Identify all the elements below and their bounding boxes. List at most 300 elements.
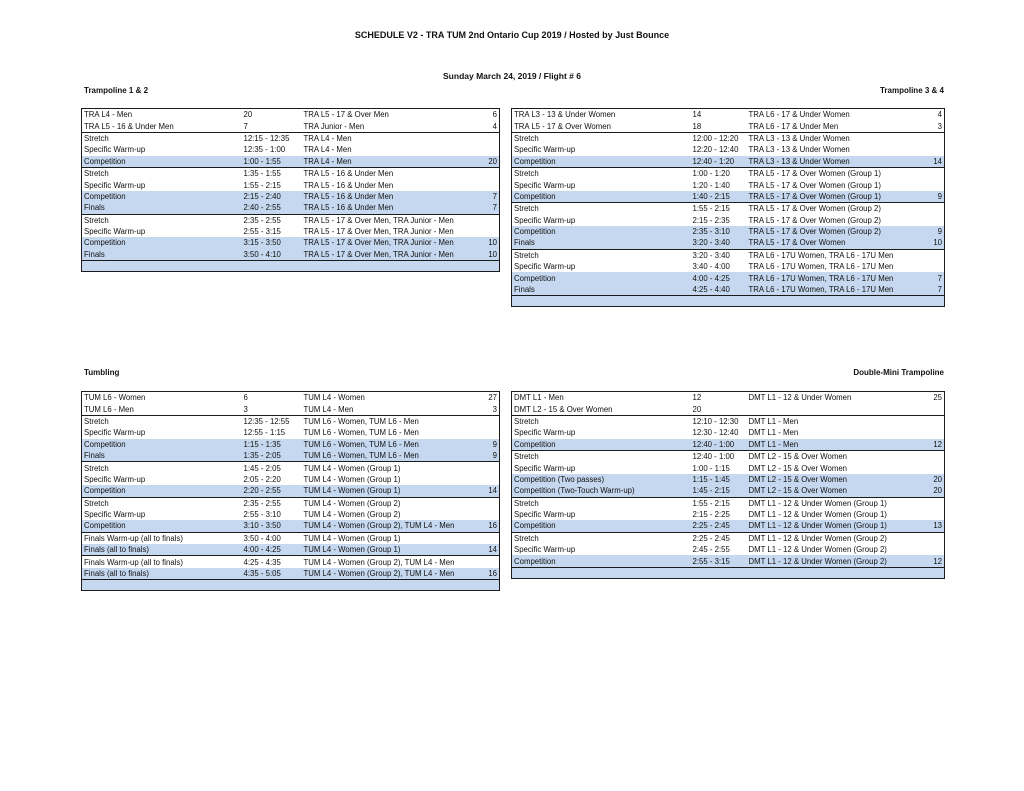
section-label-trampoline-3-4: Trampoline 3 & 4 [879,86,944,95]
session-cell: Competition [82,191,242,202]
footer-band-cell [512,296,945,307]
count-cell: 12 [921,555,945,567]
session-cell: Competition [82,156,242,168]
session-cell: Specific Warm-up [84,474,146,484]
schedule-row [82,202,500,214]
time-cell: 1:55 - 2:15 [691,203,747,215]
session-cell: Specific Warm-up [84,180,146,190]
event-cell: DMT L1 - 12 & Under Women (Group 2) [747,532,921,544]
event-cell: TUM L4 - Women (Group 2), TUM L4 - Men [302,520,474,532]
time-cell: 12:10 - 12:30 [691,415,747,427]
event-cell: DMT L1 - 12 & Under Women (Group 2) [747,555,921,567]
schedule-row [512,203,945,215]
schedule-row [82,191,500,202]
time-cell: 12:55 - 1:15 [243,428,286,438]
session-cell: Finals (all to finals) [82,544,242,556]
schedule-row [512,427,945,438]
session-cell: Competition [512,520,691,532]
session-cell: Stretch [82,132,242,144]
schedule-row [82,249,500,261]
schedule-row [512,156,945,168]
count-cell: 7 [474,191,500,202]
event-cell: TRA L6 - 17U Women, TRA L6 - 17U Men [747,249,921,261]
session-cell: Specific Warm-up [514,428,576,438]
count-cell: 3 [492,404,497,414]
footer-band-cell [82,580,500,591]
count-cell: 20 [474,156,500,168]
count-cell [921,462,945,473]
session-cell: Stretch [512,132,691,144]
event-cell: TRA L6 - 17 & Under Men [748,121,839,131]
time-cell: 12:35 - 12:55 [242,415,302,427]
event-cell: DMT L1 - 12 & Under Women [748,393,852,403]
count-cell [921,544,945,555]
time-cell: 4:25 - 4:35 [242,556,302,568]
count-cell [474,144,500,155]
event-cell: TUM L4 - Women (Group 2), TUM L4 - Men [302,568,474,580]
event-cell: TRA L5 - 17 & Over Women (Group 1) [747,167,921,179]
session-cell: Competition (Two passes) [512,474,691,485]
event-cell: TRA L4 - Men [302,156,474,168]
event-cell: TUM L6 - Women, TUM L6 - Men [302,450,474,462]
count-cell: 7 [921,284,945,296]
count-cell: 12 [921,439,945,451]
session-cell: Stretch [82,497,242,509]
event-cell: TUM L4 - Men [303,404,354,414]
event-cell: TUM L4 - Women (Group 2), TUM L4 - Men [302,556,474,568]
table-footer-band [512,296,945,307]
count-cell [474,556,500,568]
time-cell: 12:00 - 12:20 [691,132,747,144]
time-cell: 1:55 - 2:15 [691,497,747,509]
event-cell: DMT L2 - 15 & Over Women [747,450,921,462]
schedule-row [512,215,945,226]
time-cell: 1:35 - 2:05 [242,450,302,462]
time-cell: 1:40 - 2:15 [691,191,747,203]
time-cell: 1:20 - 1:40 [692,180,730,190]
session-cell: Specific Warm-up [514,510,576,520]
session-cell: Stretch [82,167,242,179]
session-cell: Finals Warm-up (all to finals) [82,532,242,544]
time-cell: 1:45 - 2:15 [691,485,747,497]
time-cell: 12 [692,393,702,403]
schedule-row [512,509,945,520]
count-cell: 9 [474,450,500,462]
time-cell: 2:15 - 2:40 [242,191,302,202]
count-cell [921,144,945,155]
session-cell: Finals [82,450,242,462]
count-cell: 10 [474,237,500,248]
schedule-row [512,403,945,415]
session-cell: Competition [512,156,691,168]
schedule-row [82,532,500,544]
time-cell: 14 [692,110,702,120]
count-cell: 25 [933,393,942,403]
event-cell: TRA L5 - 17 & Over Women (Group 2) [747,203,921,215]
schedule-row [82,544,500,556]
event-cell: TUM L6 - Women, TUM L6 - Men [302,439,474,450]
event-cell: TUM L4 - Women (Group 1) [303,474,401,484]
event-cell: TRA L5 - 16 & Under Men [303,180,394,190]
session-cell: Specific Warm-up [514,545,576,555]
time-cell: 20 [692,404,702,414]
count-cell [921,249,945,261]
section-label-double-mini: Double-Mini Trampoline [853,368,944,377]
session-cell: Specific Warm-up [84,145,146,155]
count-cell: 13 [921,520,945,532]
schedule-row [82,392,500,404]
session-cell: Stretch [82,462,242,474]
count-cell [474,497,500,509]
time-cell: 3:40 - 4:00 [692,262,730,272]
session-cell: Stretch [512,450,691,462]
event-cell: DMT L1 - 12 & Under Women (Group 2) [748,545,887,555]
event-cell: TRA L5 - 16 & Under Men [302,202,474,214]
session-cell: Competition [512,226,691,237]
event-cell: TRA L4 - Men [303,145,352,155]
count-cell: 27 [488,393,497,403]
count-cell [474,179,500,190]
count-cell: 3 [937,121,942,131]
count-cell [474,214,500,226]
schedule-row [512,272,945,283]
event-cell: DMT L2 - 15 & Over Women [747,474,921,485]
schedule-row [512,109,945,121]
table-footer-band [512,567,945,578]
event-cell: DMT L1 - 12 & Under Women (Group 1) [747,520,921,532]
time-cell: 3:50 - 4:10 [242,249,302,261]
time-cell: 3:20 - 3:40 [691,249,747,261]
footer-band-cell [82,261,500,272]
count-cell: 6 [492,110,497,120]
session-cell: TRA L4 - Men [84,110,133,120]
session-cell: Competition [512,191,691,203]
event-cell: TRA L6 - 17U Women, TRA L6 - 17U Men [747,284,921,296]
footer-band-cell [512,567,945,578]
session-cell: Finals [82,202,242,214]
count-cell [474,509,500,520]
event-cell [747,403,921,415]
session-cell: Specific Warm-up [514,180,576,190]
event-cell: TRA L3 - 13 & Under Women [747,156,921,168]
schedule-row [82,439,500,450]
flight-subtitle: Sunday March 24, 2019 / Flight # 6 [443,71,581,81]
table-footer-band [82,580,500,591]
count-cell: 20 [921,474,945,485]
session-cell: Stretch [82,214,242,226]
session-cell: Specific Warm-up [84,428,146,438]
time-cell: 1:15 - 1:45 [691,474,747,485]
schedule-row [82,179,500,190]
count-cell [474,226,500,237]
trampoline-3-4-schedule-table [511,108,945,307]
schedule-row [512,544,945,555]
schedule-row [82,156,500,168]
time-cell: 2:40 - 2:55 [242,202,302,214]
event-cell: TRA L6 - 17U Women, TRA L6 - 17U Men [747,272,921,283]
schedule-row [82,237,500,248]
session-cell: Finals (all to finals) [82,568,242,580]
session-cell: Stretch [512,203,691,215]
schedule-row [82,109,500,121]
schedule-row [512,191,945,203]
schedule-row [512,120,945,132]
schedule-row [82,509,500,520]
count-cell: 4 [937,110,942,120]
event-cell: TRA Junior - Men [303,121,365,131]
session-cell: Finals Warm-up (all to finals) [82,556,242,568]
session-cell: Competition (Two-Touch Warm-up) [512,485,691,497]
document-title: SCHEDULE V2 - TRA TUM 2nd Ontario Cup 2019 / Hosted by Just Bounce [354,30,670,40]
session-cell: Competition [512,272,691,283]
count-cell: 9 [921,191,945,203]
count-cell: 10 [921,237,945,249]
schedule-row [82,497,500,509]
event-cell: TRA L5 - 17 & Over Women (Group 2) [747,226,921,237]
time-cell: 2:15 - 2:25 [692,510,730,520]
count-cell: 20 [921,485,945,497]
count-cell [474,462,500,474]
time-cell: 12:40 - 1:20 [691,156,747,168]
count-cell [921,532,945,544]
table-footer-band [82,261,500,272]
time-cell: 12:15 - 12:35 [242,132,302,144]
session-cell: TRA L5 - 17 & Over Women [514,121,611,131]
time-cell: 6 [243,393,248,403]
event-cell: DMT L2 - 15 & Over Women [748,463,848,473]
time-cell: 12:35 - 1:00 [243,145,286,155]
event-cell: TRA L5 - 17 & Over Women (Group 1) [747,191,921,203]
schedule-row [82,427,500,438]
schedule-row [512,450,945,462]
session-cell: Specific Warm-up [514,215,576,225]
count-cell [474,532,500,544]
count-cell [921,179,945,190]
time-cell: 1:15 - 1:35 [242,439,302,450]
time-cell: 3:15 - 3:50 [242,237,302,248]
count-cell [921,132,945,144]
schedule-row [512,249,945,261]
time-cell: 1:35 - 1:55 [242,167,302,179]
event-cell: TUM L4 - Women [303,393,365,403]
event-cell: TRA L5 - 17 & Over Men, TRA Junior - Men [302,214,474,226]
double-mini-schedule-table [511,391,945,579]
count-cell: 7 [474,202,500,214]
count-cell [474,167,500,179]
time-cell: 2:35 - 2:55 [242,497,302,509]
count-cell: 4 [492,121,497,131]
schedule-row [82,474,500,485]
time-cell: 18 [692,121,702,131]
event-cell: TRA L5 - 17 & Over Men [303,110,389,120]
session-cell: TUM L6 - Men [84,404,134,414]
session-cell: Competition [82,237,242,248]
count-cell [921,450,945,462]
count-cell: 7 [921,272,945,283]
session-cell: TUM L6 - Women [84,393,146,403]
schedule-row [82,556,500,568]
session-cell: Stretch [512,415,691,427]
time-cell: 4:00 - 4:25 [242,544,302,556]
time-cell: 2:15 - 2:35 [692,215,730,225]
time-cell: 3 [243,404,248,414]
count-cell [921,203,945,215]
schedule-row [82,520,500,532]
schedule-row [512,237,945,249]
time-cell: 1:55 - 2:15 [243,180,281,190]
count-cell [921,509,945,520]
event-cell: TRA L5 - 17 & Over Men, TRA Junior - Men [302,237,474,248]
count-cell [921,167,945,179]
schedule-row [512,555,945,567]
count-cell: 9 [474,439,500,450]
event-cell: TRA L3 - 13 & Under Women [748,145,850,155]
schedule-row [512,392,945,404]
event-cell: DMT L1 - Men [747,415,921,427]
event-cell: TRA L6 - 17 & Under Women [748,110,850,120]
time-cell: 1:00 - 1:55 [242,156,302,168]
time-cell: 2:45 - 2:55 [692,545,730,555]
event-cell: TUM L4 - Women (Group 2) [302,497,474,509]
schedule-row [512,532,945,544]
schedule-row [512,474,945,485]
event-cell: DMT L2 - 15 & Over Women [747,485,921,497]
event-cell: TUM L4 - Women (Group 1) [302,544,474,556]
time-cell: 12:40 - 1:00 [691,450,747,462]
schedule-row [512,485,945,497]
schedule-row [82,214,500,226]
time-cell: 3:50 - 4:00 [242,532,302,544]
schedule-row [82,132,500,144]
time-cell: 3:20 - 3:40 [691,237,747,249]
event-cell: TRA L4 - Men [302,132,474,144]
event-cell: TUM L6 - Women, TUM L6 - Men [302,415,474,427]
event-cell: TRA L5 - 17 & Over Women (Group 1) [748,180,881,190]
session-cell: DMT L2 - 15 & Over Women [514,404,613,414]
schedule-row [512,144,945,155]
time-cell: 4:35 - 5:05 [242,568,302,580]
schedule-row [512,179,945,190]
time-cell: 3:10 - 3:50 [242,520,302,532]
time-cell: 2:20 - 2:55 [242,485,302,497]
event-cell: TRA L5 - 16 & Under Men [302,191,474,202]
time-cell: 2:55 - 3:10 [243,510,281,520]
session-cell: Competition [512,555,691,567]
count-cell: 9 [921,226,945,237]
count-cell [921,215,945,226]
time-cell: 7 [243,121,248,131]
schedule-row [82,450,500,462]
count-cell [921,403,945,415]
time-cell: 12:40 - 1:00 [691,439,747,451]
schedule-row [82,226,500,237]
event-cell: TUM L6 - Women, TUM L6 - Men [303,428,419,438]
schedule-row [82,485,500,497]
session-cell: Specific Warm-up [514,145,576,155]
time-cell: 2:35 - 2:55 [242,214,302,226]
section-label-trampoline-1-2: Trampoline 1 & 2 [84,86,149,95]
time-cell: 2:25 - 2:45 [691,532,747,544]
session-cell: Stretch [512,249,691,261]
event-cell: TRA L5 - 17 & Over Women [747,237,921,249]
time-cell: 2:35 - 3:10 [691,226,747,237]
session-cell: Specific Warm-up [84,510,146,520]
count-cell: 10 [474,249,500,261]
schedule-row [82,403,500,415]
session-cell: Competition [82,520,242,532]
session-cell: Competition [82,439,242,450]
event-cell: TRA L5 - 17 & Over Men, TRA Junior - Men [302,249,474,261]
trampoline-1-2-schedule-table [81,108,500,272]
time-cell: 20 [243,110,253,120]
count-cell [921,415,945,427]
schedule-row [82,144,500,155]
count-cell: 14 [474,544,500,556]
session-cell: Specific Warm-up [514,463,576,473]
schedule-row [82,167,500,179]
time-cell: 1:45 - 2:05 [242,462,302,474]
event-cell: TUM L4 - Women (Group 1) [302,462,474,474]
time-cell: 4:25 - 4:40 [691,284,747,296]
time-cell: 2:55 - 3:15 [243,227,281,237]
schedule-row [82,568,500,580]
session-cell: TRA L3 - 13 & Under Women [514,110,616,120]
session-cell: Competition [512,439,691,451]
section-label-tumbling: Tumbling [84,368,120,377]
count-cell: 16 [474,568,500,580]
time-cell: 1:00 - 1:20 [691,167,747,179]
time-cell: 12:20 - 12:40 [692,145,739,155]
time-cell: 12:30 - 12:40 [692,428,739,438]
count-cell: 14 [921,156,945,168]
session-cell: Stretch [512,532,691,544]
session-cell: TRA L5 - 16 & Under Men [84,121,174,131]
count-cell [474,132,500,144]
session-cell: Competition [82,485,242,497]
event-cell: TUM L4 - Women (Group 1) [302,485,474,497]
schedule-row [512,497,945,509]
event-cell: TUM L4 - Women (Group 1) [302,532,474,544]
schedule-row [82,415,500,427]
event-cell: TRA L6 - 17U Women, TRA L6 - 17U Men [748,262,894,272]
event-cell: DMT L1 - 12 & Under Women (Group 1) [748,510,887,520]
count-cell [474,474,500,485]
schedule-row [512,167,945,179]
count-cell [921,497,945,509]
count-cell: 16 [474,520,500,532]
schedule-row [82,462,500,474]
schedule-row [512,261,945,272]
session-cell: Finals [512,237,691,249]
schedule-row [512,132,945,144]
session-cell: Finals [512,284,691,296]
event-cell: TRA L3 - 13 & Under Women [747,132,921,144]
time-cell: 2:05 - 2:20 [243,474,281,484]
time-cell: 1:00 - 1:15 [692,463,730,473]
time-cell: 4:00 - 4:25 [691,272,747,283]
count-cell [921,261,945,272]
schedule-row [512,439,945,451]
time-cell: 2:25 - 2:45 [691,520,747,532]
schedule-row [512,462,945,473]
event-cell: DMT L1 - Men [748,428,799,438]
session-cell: Finals [82,249,242,261]
event-cell: TRA L5 - 17 & Over Men, TRA Junior - Men [303,227,454,237]
event-cell: DMT L1 - Men [747,439,921,451]
event-cell: TRA L5 - 17 & Over Women (Group 2) [748,215,881,225]
session-cell: Specific Warm-up [84,227,146,237]
session-cell: Stretch [512,167,691,179]
